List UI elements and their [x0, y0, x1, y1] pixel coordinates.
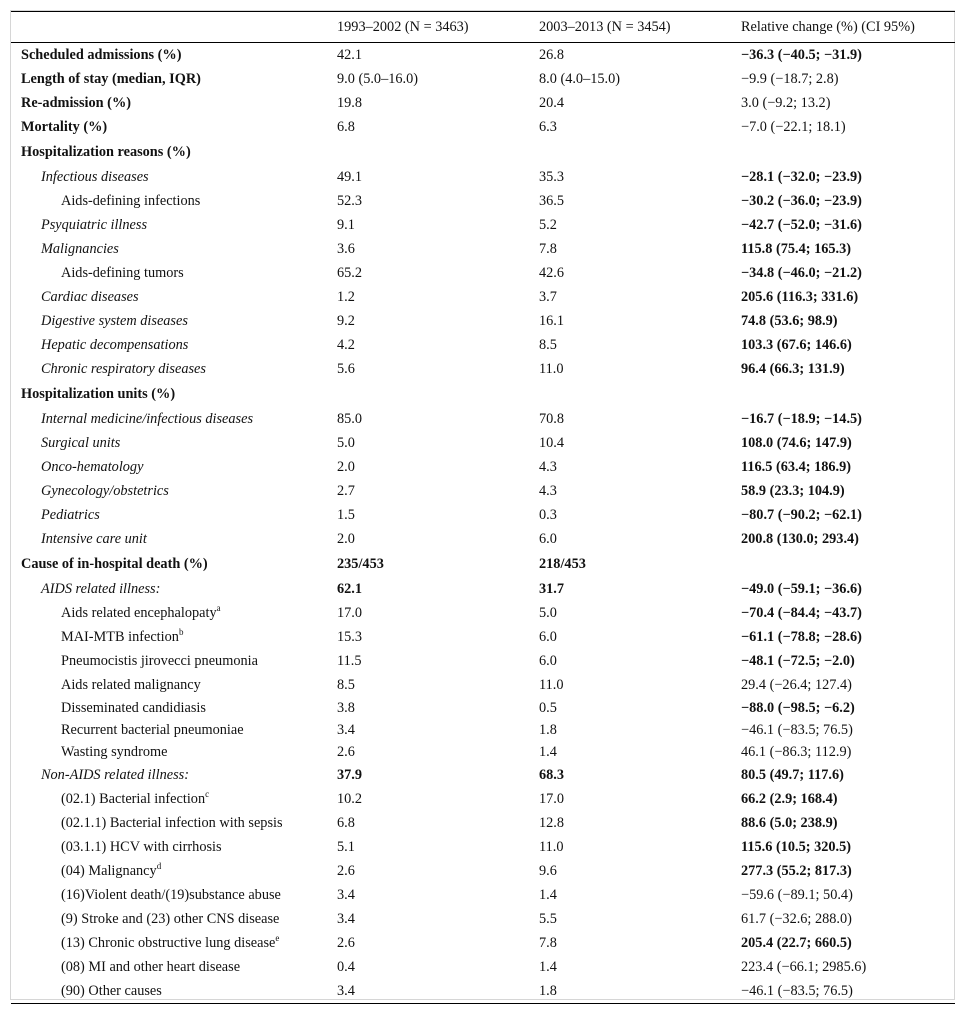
- row-label: [11, 787, 337, 811]
- row-label: [11, 931, 337, 955]
- row-label: [11, 503, 337, 527]
- row-label-text: (04) Malignancy: [61, 862, 157, 879]
- row-label: [11, 285, 337, 309]
- value-period-1: 2.7: [337, 482, 355, 499]
- value-relative-change: 61.7 (−32.6; 288.0): [741, 910, 852, 927]
- table-row: [11, 625, 955, 649]
- value-period-2: 5.2: [539, 216, 557, 233]
- row-label-text: (08) MI and other heart disease: [61, 958, 241, 975]
- row-label-text: Cardiac diseases: [41, 288, 139, 305]
- table-row: [11, 907, 955, 931]
- row-label-text: (13) Chronic obstructive lung disease: [61, 934, 276, 951]
- table-row: [11, 955, 955, 979]
- value-period-2: 7.8: [539, 934, 557, 951]
- row-label: [11, 551, 337, 577]
- value-period-1: 62.1: [337, 580, 363, 597]
- value-period-2: 1.4: [539, 743, 557, 760]
- footnote-marker: c: [205, 788, 210, 799]
- row-label-text: Malignancies: [41, 240, 119, 257]
- value-period-2: 31.7: [539, 580, 565, 597]
- value-period-2: 20.4: [539, 94, 565, 111]
- value-period-1: [337, 381, 539, 407]
- table-row: [11, 43, 955, 68]
- value-period-1: 9.2: [337, 312, 355, 329]
- row-label: [11, 479, 337, 503]
- table-row: [11, 577, 955, 601]
- row-label: [11, 907, 337, 931]
- row-label: [11, 261, 337, 285]
- value-period-1: 5.1: [337, 838, 355, 855]
- table-row: [11, 67, 955, 91]
- table-row: [11, 115, 955, 139]
- value-period-1: 2.6: [337, 862, 355, 879]
- row-label-text: MAI-MTB infection: [61, 628, 179, 645]
- value-period-1: 37.9: [337, 766, 363, 783]
- row-label: [11, 333, 337, 357]
- row-label-text: Scheduled admissions (%): [21, 46, 182, 63]
- value-period-1: 3.6: [337, 240, 355, 257]
- value-period-2: 1.8: [539, 979, 741, 1004]
- row-label: [11, 165, 337, 189]
- value-period-1: 65.2: [337, 264, 363, 281]
- value-relative-change: −80.7 (−90.2; −62.1): [741, 506, 862, 523]
- value-relative-change: −46.1 (−83.5; 76.5): [741, 721, 853, 738]
- value-relative-change: 103.3 (67.6; 146.6): [741, 336, 852, 353]
- data-table: [11, 11, 955, 1004]
- value-relative-change: 116.5 (63.4; 186.9): [741, 458, 851, 475]
- value-period-2: 12.8: [539, 814, 565, 831]
- value-relative-change: 58.9 (23.3; 104.9): [741, 482, 845, 499]
- row-label-text: Wasting syndrome: [61, 743, 168, 760]
- table-row: [11, 931, 955, 955]
- row-label: [11, 673, 337, 697]
- value-relative-change: [741, 381, 955, 407]
- value-relative-change: 108.0 (74.6; 147.9): [741, 434, 852, 451]
- row-label-text: Gynecology/obstetrics: [41, 482, 169, 499]
- row-label-text: Aids related encephalopaty: [61, 604, 217, 621]
- value-period-1: 2.0: [337, 530, 355, 547]
- table-row: [11, 333, 955, 357]
- value-period-2: 11.0: [539, 360, 564, 377]
- value-period-2: 1.4: [539, 886, 557, 903]
- value-period-2: 1.4: [539, 958, 557, 975]
- row-label-text: Recurrent bacterial pneumoniae: [61, 721, 244, 738]
- header-relative-change: Relative change (%) (CI 95%): [741, 12, 955, 43]
- value-period-2: 17.0: [539, 790, 565, 807]
- value-relative-change: [741, 551, 955, 577]
- value-period-1: 3.4: [337, 910, 355, 927]
- value-period-1: 2.6: [337, 743, 355, 760]
- table-row: [11, 883, 955, 907]
- value-relative-change: 115.8 (75.4; 165.3): [741, 240, 851, 257]
- row-label-text: AIDS related illness:: [41, 580, 161, 597]
- value-period-1: 4.2: [337, 336, 355, 353]
- value-period-2: 26.8: [539, 46, 565, 63]
- value-relative-change: −59.6 (−89.1; 50.4): [741, 886, 853, 903]
- value-period-2: 68.3: [539, 766, 565, 783]
- row-label-text: (90) Other causes: [61, 982, 162, 999]
- value-relative-change: −36.3 (−40.5; −31.9): [741, 46, 862, 63]
- value-period-2: 11.0: [539, 676, 564, 693]
- table-row: [11, 357, 955, 381]
- table-row: [11, 503, 955, 527]
- row-label: [11, 979, 337, 1004]
- value-relative-change: −48.1 (−72.5; −2.0): [741, 652, 855, 669]
- row-label: [11, 859, 337, 883]
- table-row: [11, 479, 955, 503]
- value-period-1: 9.0 (5.0–16.0): [337, 70, 419, 87]
- row-label: [11, 763, 337, 787]
- row-label-text: Cause of in-hospital death (%): [21, 555, 208, 572]
- row-label: [11, 955, 337, 979]
- value-relative-change: −61.1 (−78.8; −28.6): [741, 628, 862, 645]
- row-label-text: Infectious diseases: [41, 168, 149, 185]
- value-period-1: 6.8: [337, 118, 355, 135]
- value-relative-change: −7.0 (−22.1; 18.1): [741, 118, 846, 135]
- table-row: [11, 719, 955, 741]
- table-row: [11, 697, 955, 719]
- value-period-1: 85.0: [337, 410, 363, 427]
- value-relative-change: −46.1 (−83.5; 76.5): [741, 979, 955, 1004]
- footnote-marker: d: [156, 860, 162, 871]
- value-period-1: 3.8: [337, 699, 355, 716]
- value-period-1: [337, 139, 539, 165]
- value-relative-change: 80.5 (49.7; 117.6): [741, 766, 844, 783]
- value-period-2: 35.3: [539, 168, 565, 185]
- row-label-text: Non-AIDS related illness:: [41, 766, 189, 783]
- row-label-text: (03.1.1) HCV with cirrhosis: [61, 838, 222, 855]
- value-period-1: 9.1: [337, 216, 355, 233]
- value-period-1: 10.2: [337, 790, 363, 807]
- row-label: [11, 189, 337, 213]
- table-row: [11, 381, 955, 407]
- value-relative-change: −30.2 (−36.0; −23.9): [741, 192, 862, 209]
- value-relative-change: 115.6 (10.5; 320.5): [741, 838, 851, 855]
- header-period-1: 1993–2002 (N = 3463): [337, 12, 539, 43]
- table-row: [11, 811, 955, 835]
- row-label-text: Chronic respiratory diseases: [41, 360, 206, 377]
- row-label: [11, 577, 337, 601]
- footnote-marker: b: [178, 626, 184, 637]
- value-relative-change: 205.6 (116.3; 331.6): [741, 288, 859, 305]
- value-relative-change: −49.0 (−59.1; −36.6): [741, 580, 862, 597]
- table-header: [11, 12, 955, 43]
- table-row: [11, 673, 955, 697]
- table-row: [11, 455, 955, 479]
- row-label-text: (02.1) Bacterial infection: [61, 790, 206, 807]
- value-period-2: 6.0: [539, 652, 557, 669]
- table-row: [11, 285, 955, 309]
- row-label-text: Disseminated candidiasis: [61, 699, 206, 716]
- header-label: [11, 12, 337, 43]
- row-label-text: Hospitalization reasons (%): [21, 143, 191, 160]
- row-label: [11, 357, 337, 381]
- value-period-2: 218/453: [539, 555, 586, 572]
- table-row: [11, 407, 955, 431]
- table-row: [11, 763, 955, 787]
- row-label-text: Onco-hematology: [41, 458, 144, 475]
- row-label: [11, 43, 337, 68]
- table-row: [11, 237, 955, 261]
- row-label: [11, 91, 337, 115]
- row-label-text: Intensive care unit: [41, 530, 147, 547]
- value-period-2: 70.8: [539, 410, 565, 427]
- value-period-1: 235/453: [337, 555, 384, 572]
- value-period-2: 8.0 (4.0–15.0): [539, 70, 621, 87]
- value-period-2: 4.3: [539, 482, 557, 499]
- value-relative-change: [741, 139, 955, 165]
- value-relative-change: 74.8 (53.6; 98.9): [741, 312, 838, 329]
- row-label-text: Aids related malignancy: [61, 676, 201, 693]
- row-label-text: (02.1.1) Bacterial infection with sepsis: [61, 814, 283, 831]
- value-period-2: 42.6: [539, 264, 565, 281]
- row-label: [11, 213, 337, 237]
- value-period-1: 1.5: [337, 506, 355, 523]
- row-label-text: (9) Stroke and (23) other CNS disease: [61, 910, 280, 927]
- value-period-1: 2.0: [337, 458, 355, 475]
- footnote-marker: a: [216, 602, 221, 613]
- table-row: [11, 859, 955, 883]
- value-period-1: 5.0: [337, 434, 355, 451]
- value-period-2: [539, 381, 741, 407]
- table-row: [11, 91, 955, 115]
- value-relative-change: −42.7 (−52.0; −31.6): [741, 216, 862, 233]
- row-label-text: Internal medicine/infectious diseases: [41, 410, 254, 427]
- value-relative-change: 29.4 (−26.4; 127.4): [741, 676, 852, 693]
- row-label: [11, 455, 337, 479]
- value-period-1: 3.4: [337, 721, 355, 738]
- value-period-2: 6.3: [539, 118, 557, 135]
- table-row: [11, 527, 955, 551]
- value-period-1: 3.4: [337, 979, 539, 1004]
- value-relative-change: 205.4 (22.7; 660.5): [741, 934, 852, 951]
- value-period-1: 42.1: [337, 46, 363, 63]
- value-relative-change: −88.0 (−98.5; −6.2): [741, 699, 855, 716]
- row-label-text: Aids-defining tumors: [61, 264, 184, 281]
- row-label-text: (16)Violent death/(19)substance abuse: [61, 886, 281, 903]
- value-relative-change: 88.6 (5.0; 238.9): [741, 814, 838, 831]
- value-period-2: 6.0: [539, 530, 557, 547]
- table-row: [11, 741, 955, 763]
- value-period-2: 4.3: [539, 458, 557, 475]
- table-row: [11, 431, 955, 455]
- table-row: [11, 551, 955, 577]
- row-label: [11, 835, 337, 859]
- value-relative-change: 96.4 (66.3; 131.9): [741, 360, 845, 377]
- value-period-1: 0.4: [337, 958, 355, 975]
- value-period-2: 0.3: [539, 506, 557, 523]
- header-period-2: 2003–2013 (N = 3454): [539, 12, 741, 43]
- value-period-1: 49.1: [337, 168, 363, 185]
- row-label-text: Re-admission (%): [21, 94, 132, 111]
- row-label: [11, 309, 337, 333]
- value-period-1: 52.3: [337, 192, 363, 209]
- row-label-text: Hepatic decompensations: [41, 336, 189, 353]
- row-label: [11, 719, 337, 741]
- value-relative-change: 46.1 (−86.3; 112.9): [741, 743, 852, 760]
- row-label-text: Mortality (%): [21, 118, 108, 135]
- row-label: [11, 139, 337, 165]
- table-row: [11, 213, 955, 237]
- value-period-2: 0.5: [539, 699, 557, 716]
- value-period-1: 1.2: [337, 288, 355, 305]
- row-label: [11, 407, 337, 431]
- value-relative-change: 66.2 (2.9; 168.4): [741, 790, 838, 807]
- value-relative-change: −70.4 (−84.4; −43.7): [741, 604, 862, 621]
- table-row: [11, 261, 955, 285]
- value-period-1: 8.5: [337, 676, 355, 693]
- row-label: [11, 237, 337, 261]
- table-row: [11, 189, 955, 213]
- value-period-1: 15.3: [337, 628, 363, 645]
- row-label: [11, 697, 337, 719]
- row-label: [11, 741, 337, 763]
- row-label: [11, 649, 337, 673]
- value-period-2: 7.8: [539, 240, 557, 257]
- value-period-1: 6.8: [337, 814, 355, 831]
- row-label: [11, 115, 337, 139]
- value-period-1: 2.6: [337, 934, 355, 951]
- table-row: [11, 835, 955, 859]
- row-label-text: Pneumocistis jirovecci pneumonia: [61, 652, 258, 669]
- value-period-1: 5.6: [337, 360, 355, 377]
- value-period-2: 8.5: [539, 336, 557, 353]
- row-label-text: Psyquiatric illness: [41, 216, 148, 233]
- value-period-1: 17.0: [337, 604, 363, 621]
- value-relative-change: −16.7 (−18.9; −14.5): [741, 410, 862, 427]
- value-relative-change: 223.4 (−66.1; 2985.6): [741, 958, 867, 975]
- row-label-text: Length of stay (median, IQR): [21, 70, 201, 87]
- value-period-2: 11.0: [539, 838, 564, 855]
- value-period-2: 9.6: [539, 862, 557, 879]
- table-row: [11, 165, 955, 189]
- table-row: [11, 601, 955, 625]
- row-label-text: Aids-defining infections: [61, 192, 201, 209]
- value-period-2: 36.5: [539, 192, 565, 209]
- value-relative-change: −9.9 (−18.7; 2.8): [741, 70, 839, 87]
- row-label: [11, 381, 337, 407]
- value-period-1: 11.5: [337, 652, 362, 669]
- row-label-text: Hospitalization units (%): [21, 385, 176, 402]
- table-row: [11, 649, 955, 673]
- value-period-2: 5.5: [539, 910, 557, 927]
- table-row: [11, 787, 955, 811]
- value-period-2: 5.0: [539, 604, 557, 621]
- value-relative-change: 277.3 (55.2; 817.3): [741, 862, 852, 879]
- value-relative-change: 3.0 (−9.2; 13.2): [741, 94, 831, 111]
- value-relative-change: 200.8 (130.0; 293.4): [741, 530, 859, 547]
- value-period-1: 19.8: [337, 94, 363, 111]
- row-label-text: Surgical units: [41, 434, 121, 451]
- row-label: [11, 527, 337, 551]
- value-period-2: 16.1: [539, 312, 565, 329]
- row-label: [11, 601, 337, 625]
- value-relative-change: −28.1 (−32.0; −23.9): [741, 168, 862, 185]
- row-label-text: Pediatrics: [41, 506, 100, 523]
- row-label: [11, 67, 337, 91]
- footnote-marker: e: [275, 932, 280, 943]
- value-relative-change: −34.8 (−46.0; −21.2): [741, 264, 862, 281]
- table-row: [11, 979, 955, 1004]
- row-label: [11, 883, 337, 907]
- table-row: [11, 139, 955, 165]
- row-label: [11, 625, 337, 649]
- value-period-2: 10.4: [539, 434, 565, 451]
- value-period-2: 6.0: [539, 628, 557, 645]
- value-period-1: 3.4: [337, 886, 355, 903]
- row-label: [11, 811, 337, 835]
- row-label: [11, 431, 337, 455]
- value-period-2: 3.7: [539, 288, 557, 305]
- value-period-2: 1.8: [539, 721, 557, 738]
- value-period-2: [539, 139, 741, 165]
- row-label-text: Digestive system diseases: [41, 312, 188, 329]
- table-body: [11, 43, 955, 1004]
- table-row: [11, 309, 955, 333]
